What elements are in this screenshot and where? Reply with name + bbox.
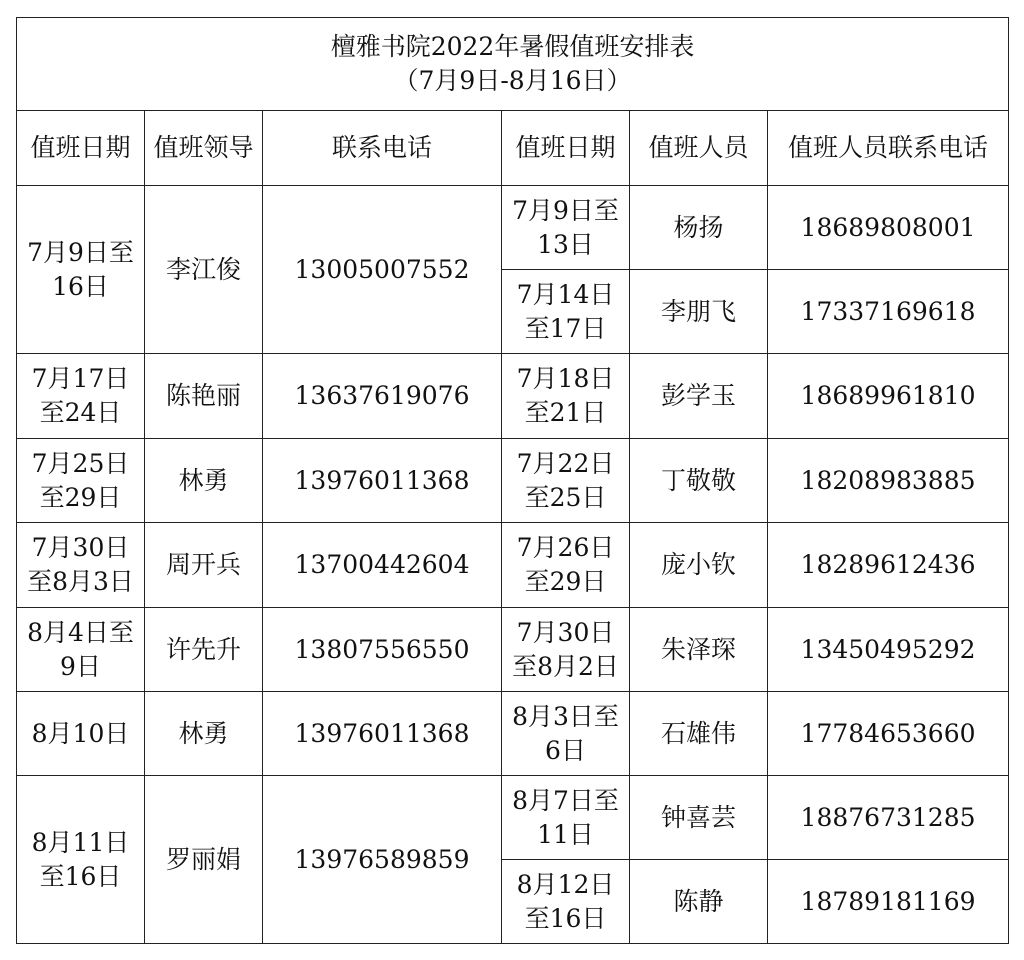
leader-name-cell: 李江俊 <box>145 186 263 354</box>
staff-date-line2: 至8月2日 <box>512 651 619 681</box>
leader-name-cell: 陈艳丽 <box>145 354 263 439</box>
staff-date-line2: 6日 <box>545 735 586 765</box>
staff-phone-cell: 18689808001 <box>768 186 1009 270</box>
staff-date-cell <box>502 439 630 523</box>
leader-date-cell <box>17 354 145 439</box>
staff-date-line1: 7月18日 <box>516 364 615 393</box>
leader-date-line2: 9日 <box>60 651 101 681</box>
staff-phone-cell: 18208983885 <box>768 439 1009 523</box>
staff-name-cell: 石雄伟 <box>630 692 768 776</box>
leader-date-cell <box>17 523 145 608</box>
leader-date-line1: 8月4日至 <box>27 617 134 647</box>
staff-date-cell <box>502 776 630 860</box>
staff-phone-cell: 18289612436 <box>768 523 1009 608</box>
leader-phone-cell: 13700442604 <box>263 523 502 608</box>
staff-date-cell <box>502 354 630 439</box>
staff-date-cell <box>502 608 630 692</box>
staff-date-line2: 11日 <box>537 819 594 849</box>
leader-date-cell <box>17 439 145 523</box>
staff-date-line2: 至21日 <box>524 398 607 427</box>
leader-date-line2: 至29日 <box>39 482 122 512</box>
header-row <box>17 111 1009 186</box>
staff-phone-cell: 17784653660 <box>768 692 1009 776</box>
leader-name-cell: 许先升 <box>145 608 263 692</box>
leader-date-line1: 7月17日 <box>31 364 130 393</box>
staff-date-line1: 7月26日 <box>516 533 615 562</box>
staff-name-cell: 朱泽琛 <box>630 608 768 692</box>
leader-date-line2: 至16日 <box>39 861 122 891</box>
table-row <box>17 354 1009 439</box>
leader-date-line1: 7月9日至 <box>27 237 134 267</box>
title-line-2: （7月9日-8月16日） <box>393 66 632 95</box>
table-row <box>17 439 1009 523</box>
leader-name-cell: 周开兵 <box>145 523 263 608</box>
table-title <box>17 18 1009 111</box>
leader-date-line1: 8月10日 <box>31 718 130 748</box>
staff-date-line2: 至17日 <box>524 313 607 343</box>
staff-date-cell <box>502 860 630 944</box>
header-leader-name: 值班领导 <box>145 111 263 186</box>
staff-name-cell: 钟喜芸 <box>630 776 768 860</box>
title-row <box>17 18 1009 111</box>
staff-date-line1: 7月14日 <box>516 279 615 309</box>
leader-phone-cell: 13976011368 <box>263 439 502 523</box>
leader-date-line1: 7月30日 <box>31 533 130 562</box>
staff-date-line1: 8月12日 <box>516 869 615 899</box>
leader-name-cell: 罗丽娟 <box>145 776 263 944</box>
duty-schedule-table <box>16 17 1009 944</box>
leader-date-line2: 至24日 <box>39 398 122 427</box>
staff-date-line2: 13日 <box>537 229 594 259</box>
staff-date-line2: 至25日 <box>524 482 607 512</box>
leader-name-cell: 林勇 <box>145 692 263 776</box>
leader-date-line1: 8月11日 <box>31 827 130 857</box>
staff-date-cell <box>502 523 630 608</box>
header-staff-name: 值班人员 <box>630 111 768 186</box>
staff-date-line2: 至16日 <box>524 903 607 933</box>
leader-date-cell <box>17 186 145 354</box>
title-line-1: 檀雅书院2022年暑假值班安排表 <box>330 32 695 61</box>
leader-phone-cell: 13976011368 <box>263 692 502 776</box>
staff-date-line1: 8月7日至 <box>512 785 619 815</box>
leader-date-line2: 至8月3日 <box>27 567 134 596</box>
staff-date-line1: 7月30日 <box>516 617 615 647</box>
staff-phone-cell: 18689961810 <box>768 354 1009 439</box>
leader-date-line1: 7月25日 <box>31 448 130 478</box>
header-staff-date: 值班日期 <box>502 111 630 186</box>
staff-phone-cell: 13450495292 <box>768 608 1009 692</box>
leader-date-cell <box>17 776 145 944</box>
leader-date-cell <box>17 608 145 692</box>
leader-date-line2: 16日 <box>52 271 109 301</box>
header-leader-phone: 联系电话 <box>263 111 502 186</box>
header-staff-phone: 值班人员联系电话 <box>768 111 1009 186</box>
staff-date-cell <box>502 270 630 354</box>
staff-name-cell: 陈静 <box>630 860 768 944</box>
staff-name-cell: 丁敬敬 <box>630 439 768 523</box>
leader-date-cell <box>17 692 145 776</box>
staff-phone-cell: 18876731285 <box>768 776 1009 860</box>
table-row <box>17 776 1009 860</box>
leader-phone-cell: 13807556550 <box>263 608 502 692</box>
staff-name-cell: 杨扬 <box>630 186 768 270</box>
staff-date-cell <box>502 186 630 270</box>
staff-date-line2: 至29日 <box>524 567 607 596</box>
leader-phone-cell: 13005007552 <box>263 186 502 354</box>
staff-name-cell: 庞小钦 <box>630 523 768 608</box>
table-row <box>17 186 1009 270</box>
table-row <box>17 692 1009 776</box>
header-leader-date: 值班日期 <box>17 111 145 186</box>
staff-name-cell: 彭学玉 <box>630 354 768 439</box>
staff-phone-cell: 17337169618 <box>768 270 1009 354</box>
staff-date-line1: 8月3日至 <box>512 701 619 731</box>
staff-name-cell: 李朋飞 <box>630 270 768 354</box>
leader-name-cell: 林勇 <box>145 439 263 523</box>
staff-phone-cell: 18789181169 <box>768 860 1009 944</box>
leader-phone-cell: 13976589859 <box>263 776 502 944</box>
leader-phone-cell: 13637619076 <box>263 354 502 439</box>
staff-date-line1: 7月22日 <box>516 448 615 478</box>
staff-date-line1: 7月9日至 <box>512 195 619 225</box>
table-row <box>17 608 1009 692</box>
staff-date-cell <box>502 692 630 776</box>
table-row <box>17 523 1009 608</box>
